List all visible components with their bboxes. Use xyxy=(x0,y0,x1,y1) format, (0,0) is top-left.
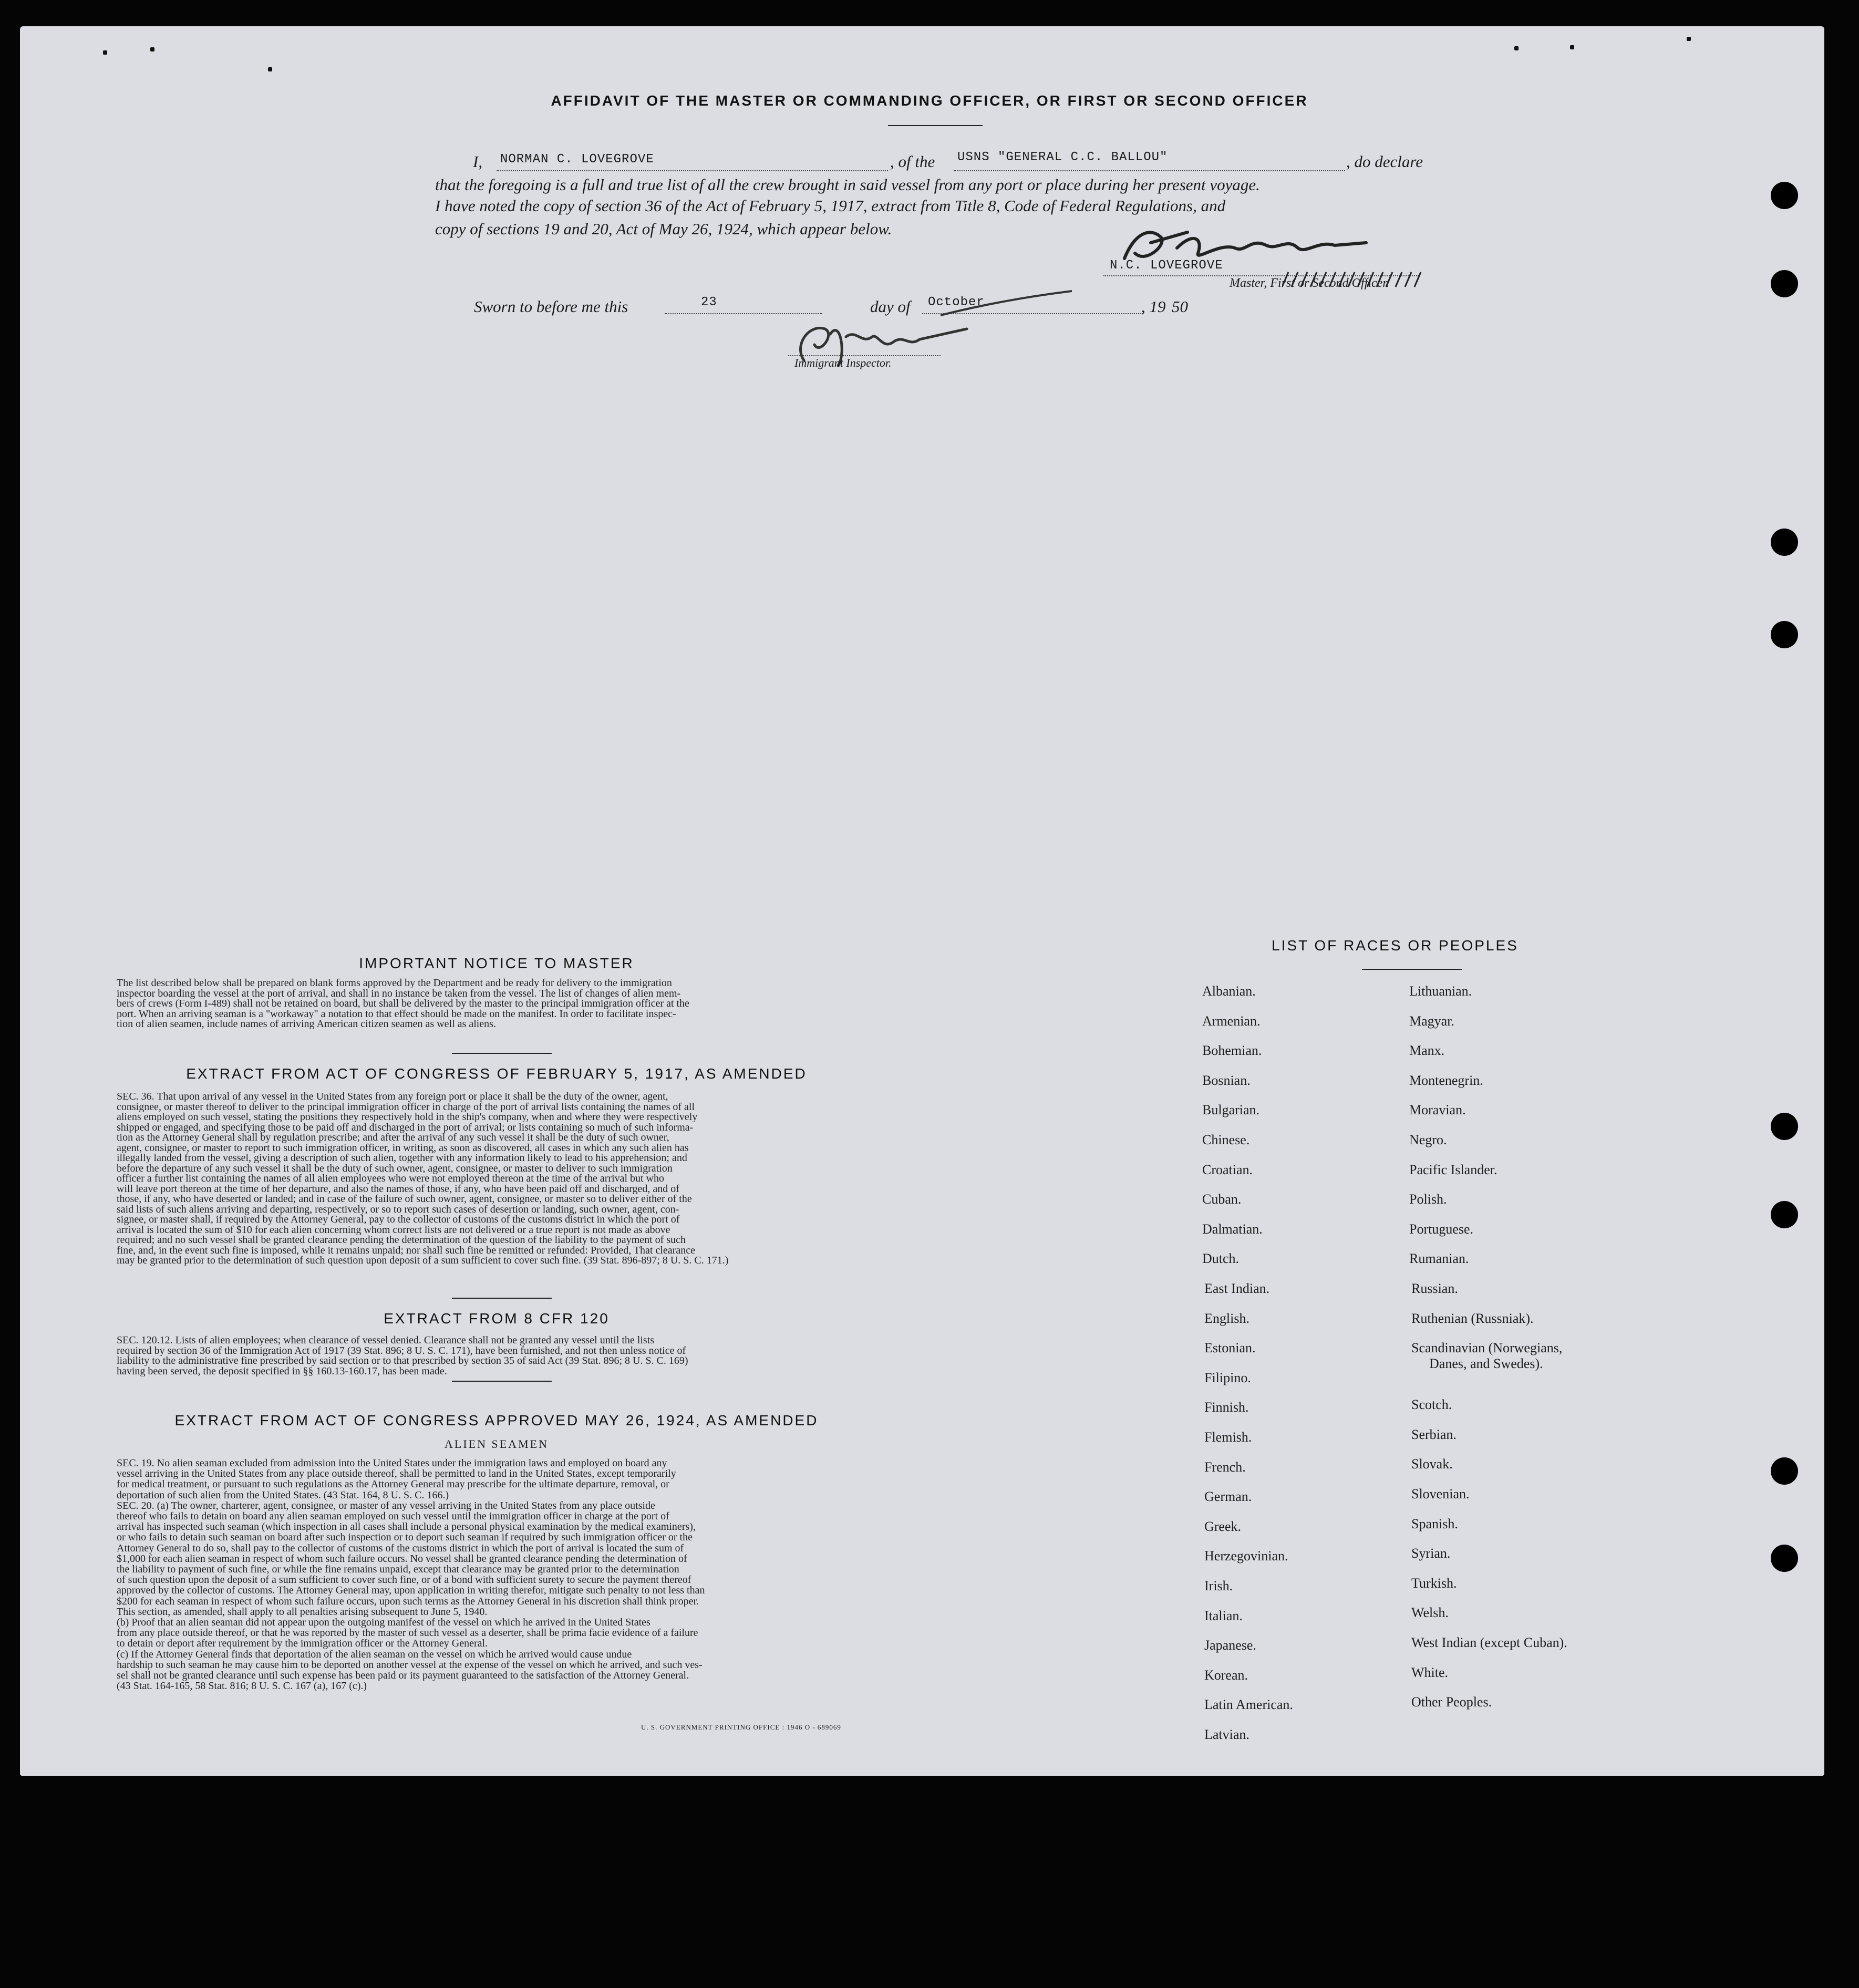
race-item: English. xyxy=(1204,1310,1249,1326)
text-line: port. When an arriving seaman is a "workaway" a notation to that effect should be made on the manifest. In order to facilitate inspec- xyxy=(117,1009,676,1019)
race-item: Ruthenian (Russniak). xyxy=(1411,1310,1534,1326)
race-item: East Indian. xyxy=(1204,1281,1270,1296)
text-line: This section, as amended, shall apply to all penalties arising subsequent to June 5, 1940. xyxy=(117,1607,488,1617)
text-line: deportation of such alien from the United States. (43 Stat. 164, 8 U. S. C. 166.) xyxy=(117,1490,449,1500)
race-item: Italian. xyxy=(1204,1608,1243,1623)
race-item: Dutch. xyxy=(1202,1251,1240,1267)
text-line: arrival has inspected such seaman (which inspection in all cases shall include a personal physical examination by the medical examiners), xyxy=(117,1522,696,1533)
text-line: thereof who fails to detain on board any alien seaman employed on such vessel until the immigration officer in charge at the port of xyxy=(117,1511,669,1521)
race-item: Bosnian. xyxy=(1202,1072,1251,1088)
race-item: Portuguese. xyxy=(1409,1221,1474,1237)
race-item: Turkish. xyxy=(1411,1575,1457,1591)
text-line: from any place outside thereof, or that he was reported by the master of such vessel as a deserter, shall be prima facie evidence of a failure xyxy=(117,1628,698,1639)
fill-line xyxy=(497,170,888,171)
divider xyxy=(452,1053,552,1054)
punch-hole xyxy=(1771,1201,1798,1228)
race-item: Montenegrin. xyxy=(1409,1072,1483,1088)
text-line: signee, or master shall, if required by the Attorney General, pay to the collector of customs of the customs district in which the port of xyxy=(117,1215,680,1225)
races-title: LIST OF RACES OR PEOPLES xyxy=(1272,937,1519,954)
text-line: will leave port thereon at the time of her departure, and also the names of those, if any, who have been paid off and discharged, and of xyxy=(117,1184,679,1194)
punch-hole xyxy=(1771,529,1798,556)
race-item: Syrian. xyxy=(1411,1546,1451,1561)
text-line: having been served, the deposit specified in §§ 160.13-160.17, has been made. xyxy=(117,1366,447,1376)
text-line: SEC. 120.12. Lists of alien employees; when clearance of vessel denied. Clearance shall not be granted any vessel until the lists xyxy=(117,1335,655,1345)
text-line: to detain or deport after requirement by the immigration officer or the Attorney General. xyxy=(117,1639,488,1649)
text-line: bers of crews (Form I-489) shall not be retained on board, but shall be delivered by the master to the principal immigration officer at the xyxy=(117,999,689,1009)
text-line: for medical treatment, or pursuant to such regulations as the Attorney General may prescribe for the ultimate departure, removal, or xyxy=(117,1479,669,1490)
punch-hole xyxy=(1771,1545,1798,1572)
race-item: Other Peoples. xyxy=(1411,1694,1492,1710)
text-line: (c) If the Attorney General finds that deportation of the alien seaman on the vessel on which he arrived would cause undue xyxy=(117,1649,632,1660)
text-line: said lists of such aliens arriving and departing, respectively, or so to report such cases of desertion or landing, such owner, agent, con- xyxy=(117,1204,679,1215)
race-item: Slovenian. xyxy=(1411,1486,1470,1502)
race-item: Moravian. xyxy=(1409,1102,1466,1118)
race-item: Welsh. xyxy=(1411,1605,1449,1621)
vessel-name: USNS "GENERAL C.C. BALLOU" xyxy=(957,150,1168,164)
affidavit-i: I, xyxy=(473,152,483,171)
divider xyxy=(1362,969,1462,970)
race-item: Negro. xyxy=(1409,1132,1447,1147)
race-item: Latin American. xyxy=(1204,1697,1293,1713)
text-line: the liability to payment of such fine, or while the fine remains unpaid, except that clearance may be granted prior to the determination xyxy=(117,1565,679,1575)
text-line: SEC. 19. No alien seaman excluded from admission into the United States under the immigration laws and employed on board any xyxy=(117,1458,667,1468)
text-line: hardship to such seaman he may cause him to be deported on another vessel at the expense of the vessel on which he arrived, and such ves- xyxy=(117,1660,703,1670)
divider xyxy=(888,125,983,126)
text-line: inspector boarding the vessel at the port of arrival, and shall in no instance be taken from the vessel. The list of changes of alien mem- xyxy=(117,988,681,999)
race-item: Flemish. xyxy=(1204,1430,1252,1445)
race-item: Bulgarian. xyxy=(1202,1102,1260,1118)
sworn-month: October xyxy=(928,295,985,309)
race-item: Korean. xyxy=(1204,1667,1248,1683)
race-item-continuation: Danes, and Swedes). xyxy=(1429,1356,1543,1372)
speck xyxy=(268,67,272,71)
race-item: Filipino. xyxy=(1204,1370,1251,1385)
race-item: German. xyxy=(1204,1489,1252,1505)
race-item: Rumanian. xyxy=(1409,1251,1469,1267)
race-item: Spanish. xyxy=(1411,1516,1458,1531)
race-item: White. xyxy=(1411,1664,1449,1680)
divider xyxy=(452,1298,552,1299)
race-item: Russian. xyxy=(1411,1281,1458,1296)
race-item: Estonian. xyxy=(1204,1340,1256,1356)
text-line: aliens employed on such vessel, stating the positions they respectively hold in the ship's company, when and where they were respectively xyxy=(117,1112,698,1122)
speck xyxy=(1687,37,1691,41)
punch-hole xyxy=(1771,1457,1798,1485)
race-item: Scotch. xyxy=(1411,1397,1452,1413)
race-item: Scandinavian (Norwegians, xyxy=(1411,1340,1563,1356)
text-line: $200 for each seaman in respect of whom such failure occurs, upon such terms as the Attorney General in his discretion shall think proper. xyxy=(117,1596,699,1607)
divider xyxy=(452,1381,552,1382)
text-line: tion as the Attorney General shall by regulation prescribe; and after the arrival of any such vessel it shall be the duty of such owner, xyxy=(117,1133,669,1143)
affidavit-of-the: , of the xyxy=(890,152,935,171)
extract-1917-title: EXTRACT FROM ACT OF CONGRESS OF FEBRUARY 5, 1917, AS AMENDED xyxy=(186,1065,807,1082)
race-item: West Indian (except Cuban). xyxy=(1411,1635,1567,1650)
year-prefix: , 19 xyxy=(1141,297,1166,316)
fill-line xyxy=(954,170,1345,171)
punch-hole xyxy=(1771,621,1798,648)
speck xyxy=(1514,46,1519,50)
text-line: may be granted prior to the determination of such question upon deposit of a sum sufficient to cover such fine. (39 Stat. 896-897; 8 U. S. C. 171.) xyxy=(117,1256,729,1266)
affidavit-title: AFFIDAVIT OF THE MASTER OR COMMANDING OFFICER, OR FIRST OR SECOND OFFICER xyxy=(551,92,1308,109)
race-item: Cuban. xyxy=(1202,1192,1242,1207)
master-name: NORMAN C. LOVEGROVE xyxy=(500,152,654,167)
notice-title: IMPORTANT NOTICE TO MASTER xyxy=(359,955,634,971)
text-line: required; and no such vessel shall be granted clearance pending the determination of the question of the liability to the payment of such xyxy=(117,1235,686,1245)
affidavit-line-2: that the foregoing is a full and true list of all the crew brought in said vessel from any port or place during her present voyage. xyxy=(435,175,1260,194)
affidavit-line-3: I have noted the copy of section 36 of the Act of February 5, 1917, extract from Title 8, Code of Federal Regulations, and xyxy=(435,196,1226,215)
strikeout-marks xyxy=(1282,271,1424,290)
text-line: consignee, or master thereof to deliver to the principal immigration officer in charge of the port of arrival lists containing the names of all xyxy=(117,1102,695,1112)
text-line: required by section 36 of the Immigration Act of 1917 (39 Stat. 896; 8 U. S. C. 171), have been furnished, and not then unless notice of xyxy=(117,1345,686,1356)
race-item: Croatian. xyxy=(1202,1162,1253,1177)
race-item: Polish. xyxy=(1409,1192,1447,1207)
race-item: Greek. xyxy=(1204,1518,1242,1534)
race-item: Magyar. xyxy=(1409,1013,1454,1029)
speck xyxy=(150,47,154,51)
race-item: Pacific Islander. xyxy=(1409,1162,1497,1177)
day-of: day of xyxy=(870,297,911,316)
race-item: Herzegovinian. xyxy=(1204,1548,1288,1564)
text-line: liability to the administrative fine prescribed by said section or to that prescribed by section 35 of said Act (39 Stat. 896; 8 U. S. C. 169) xyxy=(117,1356,688,1366)
race-item: Armenian. xyxy=(1202,1013,1261,1029)
text-line: illegally landed from the vessel, giving a description of such alien, together with any information likely to lead to his apprehension; and xyxy=(117,1153,687,1163)
text-line: sel shall not be granted clearance until such expense has been paid or its payment guaranteed to the satisfaction of the Attorney General. xyxy=(117,1671,689,1681)
text-line: or who fails to detain such seaman on board after such inspection or to deport such seaman if required by such immigration officer or the xyxy=(117,1533,693,1543)
punch-hole xyxy=(1771,182,1798,209)
text-line: officer a further list containing the names of all alien employees who were not employed thereon at the time of the arrival but who xyxy=(117,1174,665,1184)
speck xyxy=(1570,45,1574,49)
typed-signature: N.C. LOVEGROVE xyxy=(1110,258,1223,273)
text-line: The list described below shall be prepared on blank forms approved by the Department and be ready for delivery to the immigration xyxy=(117,978,672,988)
text-line: shipped or engaged, and specifying those to be paid off and discharged in the port of arrival; or lists containing so much of such informa- xyxy=(117,1122,694,1133)
text-line: SEC. 20. (a) The owner, charterer, agent, consignee, or master of any vessel arriving in the United States from any place outside xyxy=(117,1500,655,1511)
speck xyxy=(103,50,107,55)
text-line: Attorney General to do so, shall pay to the collector of customs of the customs district in which the port of arrival is located the sum of xyxy=(117,1543,684,1554)
race-item: Japanese. xyxy=(1204,1638,1256,1653)
text-line: arrival is located the sum of $10 for each alien concerning whom correct lists are not delivered or a true report is not made as above xyxy=(117,1225,670,1235)
race-item: Finnish. xyxy=(1204,1400,1249,1415)
text-line: agent, consignee, or master to report to such immigration officer, in writing, as soon as discovered, all cases in which any such alien has xyxy=(117,1143,689,1153)
race-item: Irish. xyxy=(1204,1578,1233,1593)
text-line: (43 Stat. 164-165, 58 Stat. 816; 8 U. S. C. 167 (a), 167 (c).) xyxy=(117,1681,367,1692)
race-item: Lithuanian. xyxy=(1409,983,1472,999)
text-line: approved by the collector of customs. The Attorney General may, upon application in writing therefor, mitigate such penalty to not less than xyxy=(117,1586,705,1596)
text-line: $1,000 for each alien seaman in respect of whom such failure occurs. No vessel shall be granted clearance pending the determination of xyxy=(117,1554,687,1564)
race-item: Slovak. xyxy=(1411,1456,1453,1472)
race-item: French. xyxy=(1204,1459,1246,1475)
extract-1924-subtitle: ALIEN SEAMEN xyxy=(445,1437,549,1451)
text-line: (b) Proof that an alien seaman did not appear upon the outgoing manifest of the vessel on which he arrived in the United States xyxy=(117,1618,650,1628)
text-line: vessel arriving in the United States from any place outside thereof, shall be permitted to land in the United States, except temporarily xyxy=(117,1469,676,1479)
inspector-caption: Immigrant Inspector. xyxy=(794,356,892,369)
year-suffix: 50 xyxy=(1172,297,1188,316)
race-item: Chinese. xyxy=(1202,1132,1250,1147)
text-line: of such question upon the deposit of a sum sufficient to cover such fine, or of a bond with sufficient surety to secure the payment thereof xyxy=(117,1575,691,1586)
affidavit-declare: , do declare xyxy=(1346,152,1423,171)
printing-office-imprint: U. S. GOVERNMENT PRINTING OFFICE : 1946 O - 689069 xyxy=(641,1723,841,1731)
race-item: Albanian. xyxy=(1202,983,1256,999)
text-line: before the departure of any such vessel it shall be the duty of such owner, agent, consignee, or master to deliver to such immigration xyxy=(117,1163,673,1174)
text-line: those, if any, who have deserted or landed; and in case of the failure of such owner, agent, consignee, or master so to deliver either of the xyxy=(117,1194,692,1204)
extract-cfr-title: EXTRACT FROM 8 CFR 120 xyxy=(384,1310,610,1327)
race-item: Manx. xyxy=(1409,1043,1445,1059)
extract-1924-title: EXTRACT FROM ACT OF CONGRESS APPROVED MAY 26, 1924, AS AMENDED xyxy=(174,1412,819,1428)
punch-hole xyxy=(1771,270,1798,297)
affidavit-line-4: copy of sections 19 and 20, Act of May 26, 1924, which appear below. xyxy=(435,220,892,238)
race-item: Bohemian. xyxy=(1202,1043,1262,1059)
sworn-day: 23 xyxy=(701,295,717,309)
signature-caption: Master, First or Second Officer. xyxy=(1230,276,1389,290)
race-item: Serbian. xyxy=(1411,1426,1457,1442)
text-line: SEC. 36. That upon arrival of any vessel in the United States from any foreign port or place it shall be the duty of the owner, agent, xyxy=(117,1092,668,1102)
race-item: Latvian. xyxy=(1204,1727,1249,1742)
text-line: fine, and, in the event such fine is imposed, while it remains unpaid; nor shall such fine be remitted or refunded: Provided, That clearance xyxy=(117,1245,695,1256)
punch-hole xyxy=(1771,1113,1798,1140)
text-line: tion of alien seamen, include names of arriving American citizen seamen as well as aliens. xyxy=(117,1019,496,1029)
race-item: Dalmatian. xyxy=(1202,1221,1263,1237)
sworn-text: Sworn to before me this xyxy=(474,297,628,316)
